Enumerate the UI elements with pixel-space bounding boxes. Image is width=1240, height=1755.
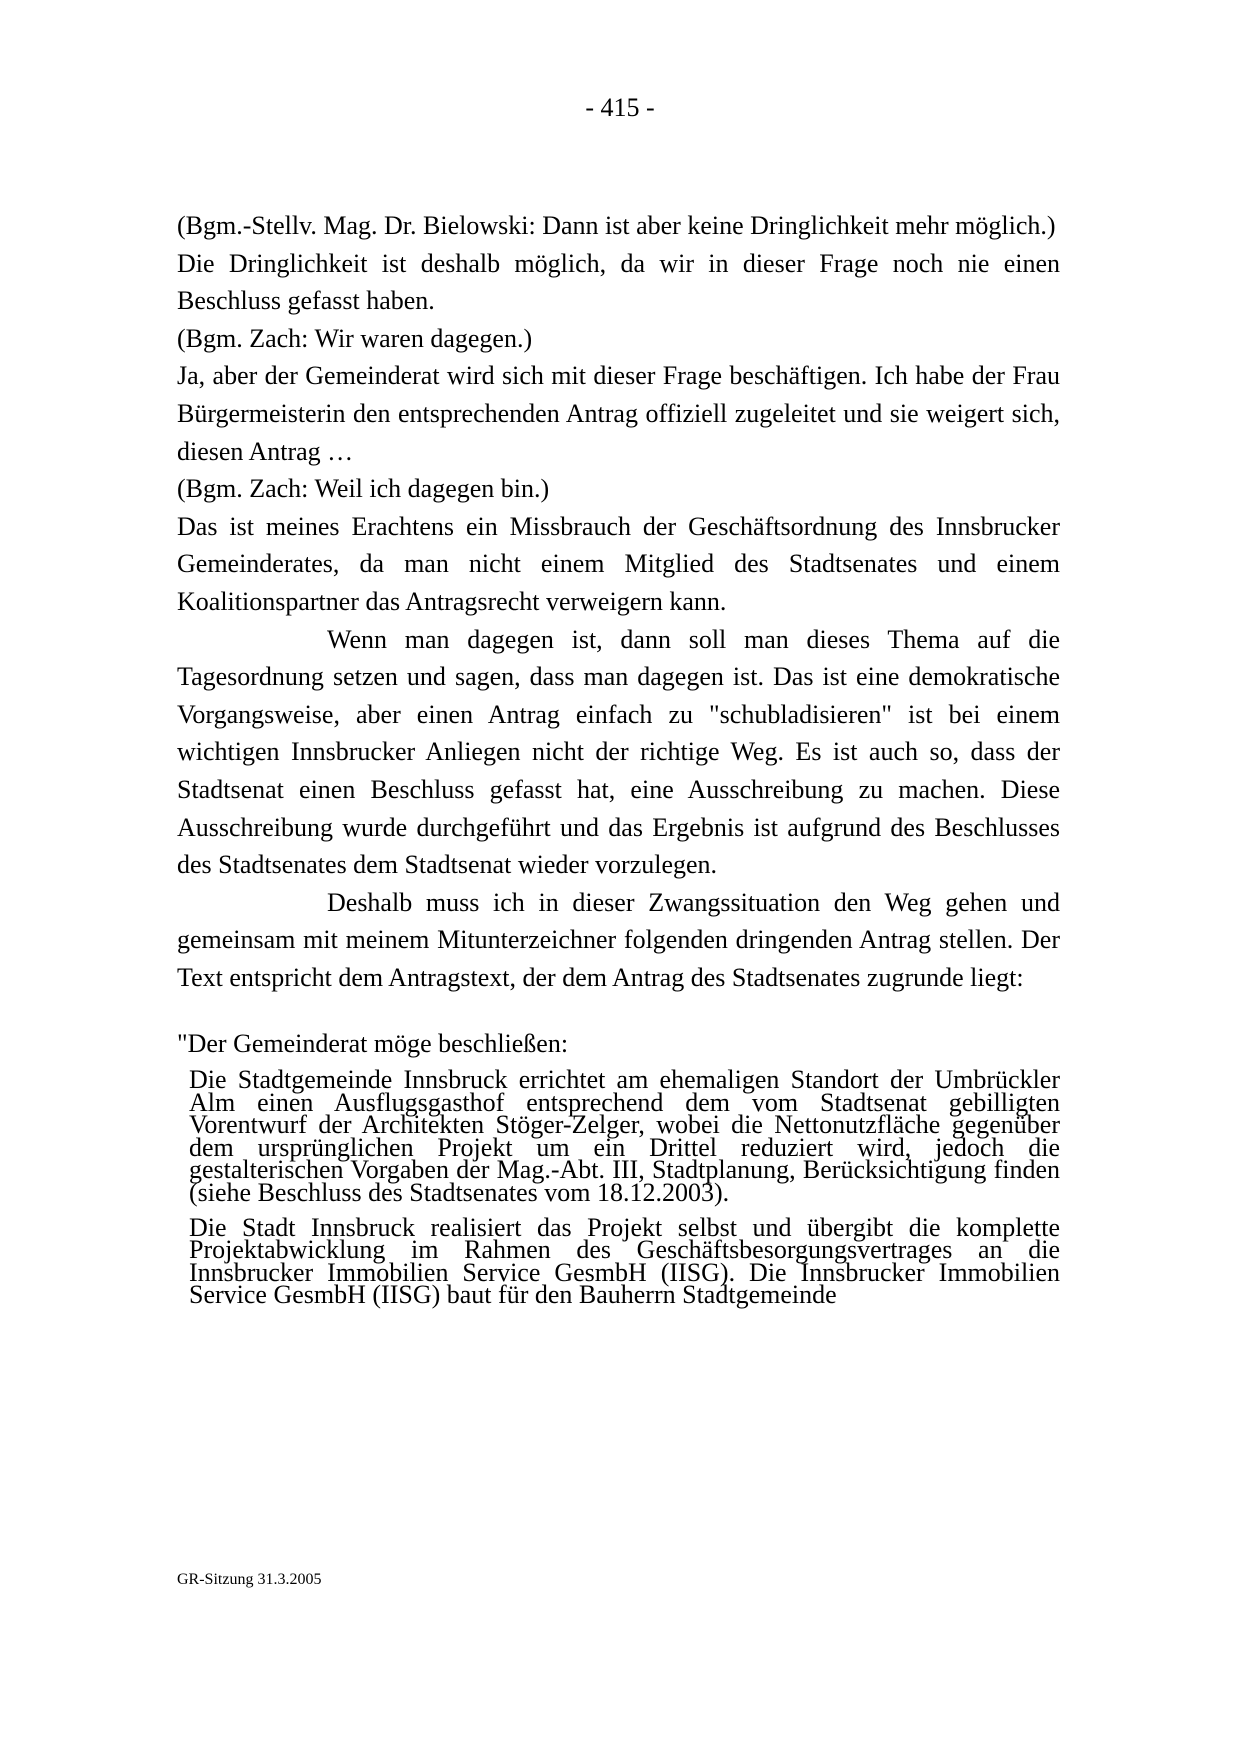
- paragraph: Ja, aber der Gemeinderat wird sich mit dieser Frage beschäftigen. Ich habe der Frau Bürgermeisterin den entsprechenden Antrag offiziell zugeleitet und sie weigert sich, diesen Antrag …: [177, 361, 1060, 466]
- paragraph: (Bgm. Zach: Wir waren dagegen.): [177, 323, 533, 353]
- paragraph: Das ist meines Erachtens ein Missbrauch der Geschäftsordnung des Innsbrucker Gemeinderates, da man nicht einem Mitglied des Stadtsenates und einem Koalitionspartner das Antragsrecht verweigern kann.: [177, 511, 1060, 616]
- motion-item: Die Stadt Innsbruck realisiert das Projekt selbst und übergibt die komplette Projektabwicklung im Rahmen des Geschäftsbesorgungsvertrages an die Innsbrucker Immobilien Service GesmbH (IISG). Die Innsbrucker Immobilien Service GesmbH (IISG) baut für den Bauherrn Stadtgemeinde: [189, 1212, 1060, 1310]
- page-number: - 415 -: [585, 93, 655, 122]
- paragraph: Deshalb muss ich in dieser Zwangssituation den Weg gehen und gemeinsam mit meinem Mitunterzeichner folgenden dringenden Antrag stellen. Der Text entspricht dem Antragstext, der dem Antrag des Stadtsenates zugrunde liegt:: [177, 887, 1060, 992]
- motion-intro: "Der Gemeinderat möge beschließen:: [177, 1029, 569, 1059]
- footer-session-date: GR-Sitzung 31.3.2005: [177, 1571, 322, 1588]
- motion-text: [189, 1065, 1060, 1310]
- motion-item: Die Stadtgemeinde Innsbruck errichtet am ehemaligen Standort der Umbrückler Alm einen Ausflugsgasthof entsprechend dem vom Stadtsenat gebilligten Vorentwurf der Architekten Stöger-Zelger, wobei die Nettonutzfläche gegenüber dem ursprünglichen Projekt um ein Drittel reduziert wird, jedoch die gestalterischen Vorgaben der Mag.-Abt. III, Stadtplanung, Berücksichtigung finden (siehe Beschluss des Stadtsenates vom 18.12.2003).: [189, 1065, 1060, 1208]
- document-body: [177, 207, 1060, 1319]
- paragraph: (Bgm. Zach: Weil ich dagegen bin.): [177, 474, 550, 504]
- paragraph: (Bgm.-Stellv. Mag. Dr. Bielowski: Dann ist aber keine Dringlichkeit mehr möglich.): [177, 211, 1056, 240]
- paragraph: Wenn man dagegen ist, dann soll man dieses Thema auf die Tagesordnung setzen und sagen, dass man dagegen ist. Das ist eine demokratische Vorgangsweise, aber einen Antrag einfach zu "schubladisieren" ist bei einem wichtigen Innsbrucker Anliegen nicht der richtige Weg. Es ist auch so, dass der Stadtsenat einen Beschluss gefasst hat, eine Ausschreibung zu machen. Diese Ausschreibung wurde durchgeführt und das Ergebnis ist aufgrund des Beschlusses des Stadtsenates dem Stadtsenat wieder vorzulegen.: [177, 624, 1060, 880]
- paragraph: Die Dringlichkeit ist deshalb möglich, da wir in dieser Frage noch nie einen Beschluss gefasst haben.: [177, 248, 1060, 316]
